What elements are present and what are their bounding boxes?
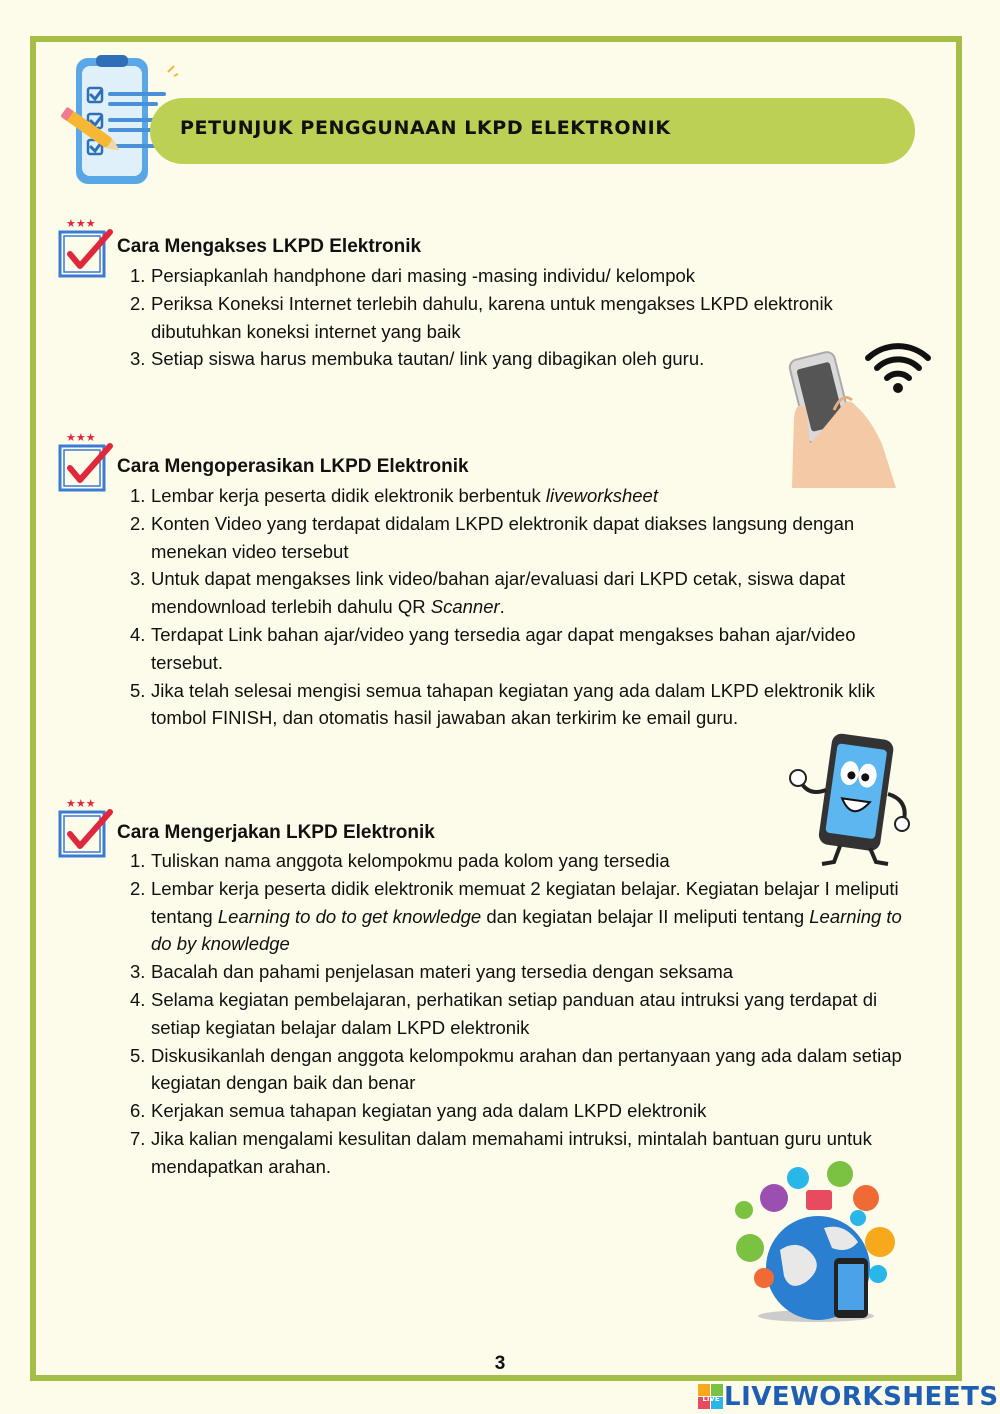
list-item: 2. Konten Video yang terdapat didalam LKPD elektronik dapat diakses langsung dengan menekan video tersebut [130, 512, 855, 562]
section-list [130, 847, 920, 1181]
section-list [130, 482, 920, 732]
liveworksheets-watermark [698, 1380, 999, 1414]
svg-text:★★★: ★★★ [66, 218, 96, 230]
list-item: 2. Periksa Koneksi Internet terlebih dahulu, karena untuk mengakses LKPD elektronik dibutuhkan koneksi internet yang baik [130, 292, 833, 342]
globe-apps-icon [728, 1158, 904, 1324]
section-heading: Cara Mengerjakan LKPD Elektronik [117, 822, 435, 843]
liveworksheets-logo-icon [698, 1384, 724, 1410]
list-item: 4. Terdapat Link bahan ajar/video yang tersedia agar dapat mengakses bahan ajar/video tersebut. [130, 623, 856, 673]
list-item: 5. Jika telah selesai mengisi semua tahapan kegiatan yang ada dalam LKPD elektronik klik tombol FINISH, dan otomatis hasil jawaban akan terkirim ke email guru. [130, 679, 875, 729]
list-item: 3. Untuk dapat mengakses link video/bahan ajar/evaluasi dari LKPD cetak, siswa dapat mendownload terlebih dahulu QR Scanner. [130, 568, 846, 618]
section-heading: Cara Mengakses LKPD Elektronik [117, 236, 422, 257]
list-item: 1. Persiapkanlah handphone dari masing -masing individu/ kelompok [130, 265, 696, 286]
checkbox-check-icon [58, 798, 114, 862]
list-item: 1. Tuliskan nama anggota kelompokmu pada kolom yang tersedia [130, 850, 670, 871]
checkbox-check-icon [58, 218, 114, 282]
list-item: 6. Kerjakan semua tahapan kegiatan yang ada dalam LKPD elektronik [130, 1100, 707, 1122]
checkbox-check-icon [58, 432, 114, 496]
list-item: 3. Setiap siswa harus membuka tautan/ link yang dibagikan oleh guru. [130, 348, 705, 370]
svg-text:★★★: ★★★ [66, 798, 96, 810]
hand-phone-icon [784, 348, 902, 488]
svg-text:LIVE: LIVE [702, 1395, 720, 1403]
list-item: 7. Jika kalian mengalami kesulitan dalam memahami intruksi, mintalah bantuan guru untuk mendapatkan arahan. [130, 1127, 872, 1177]
list-item: 4. Selama kegiatan pembelajaran, perhatikan setiap panduan atau intruksi yang terdapat di setiap kegiatan belajar dalam LKPD elektronik [130, 988, 878, 1038]
watermark-text: LIVEWORKSHEETS [724, 1382, 999, 1412]
list-item: 2. Lembar kerja peserta didik elektronik memuat 2 kegiatan belajar. Kegiatan belajar I meliputi tentang Learning to do to get knowledge dan kegiatan belajar II meliputi tentang Learning to do by knowledge [130, 877, 902, 955]
list-item: 3. Bacalah dan pahami penjelasan materi yang tersedia dengan seksama [130, 961, 734, 983]
list-item: 1. Lembar kerja peserta didik elektronik berbentuk liveworksheet [130, 485, 658, 506]
svg-text:★★★: ★★★ [66, 432, 96, 444]
list-item: 5. Diskusikanlah dengan anggota kelompokmu arahan dan pertanyaan yang ada dalam setiap kegiatan dengan baik dan benar [130, 1044, 902, 1094]
page-number: 3 [494, 1353, 506, 1374]
page-title: PETUNJUK PENGGUNAAN LKPD ELEKTRONIK [180, 117, 671, 139]
section-heading: Cara Mengoperasikan LKPD Elektronik [117, 456, 469, 477]
